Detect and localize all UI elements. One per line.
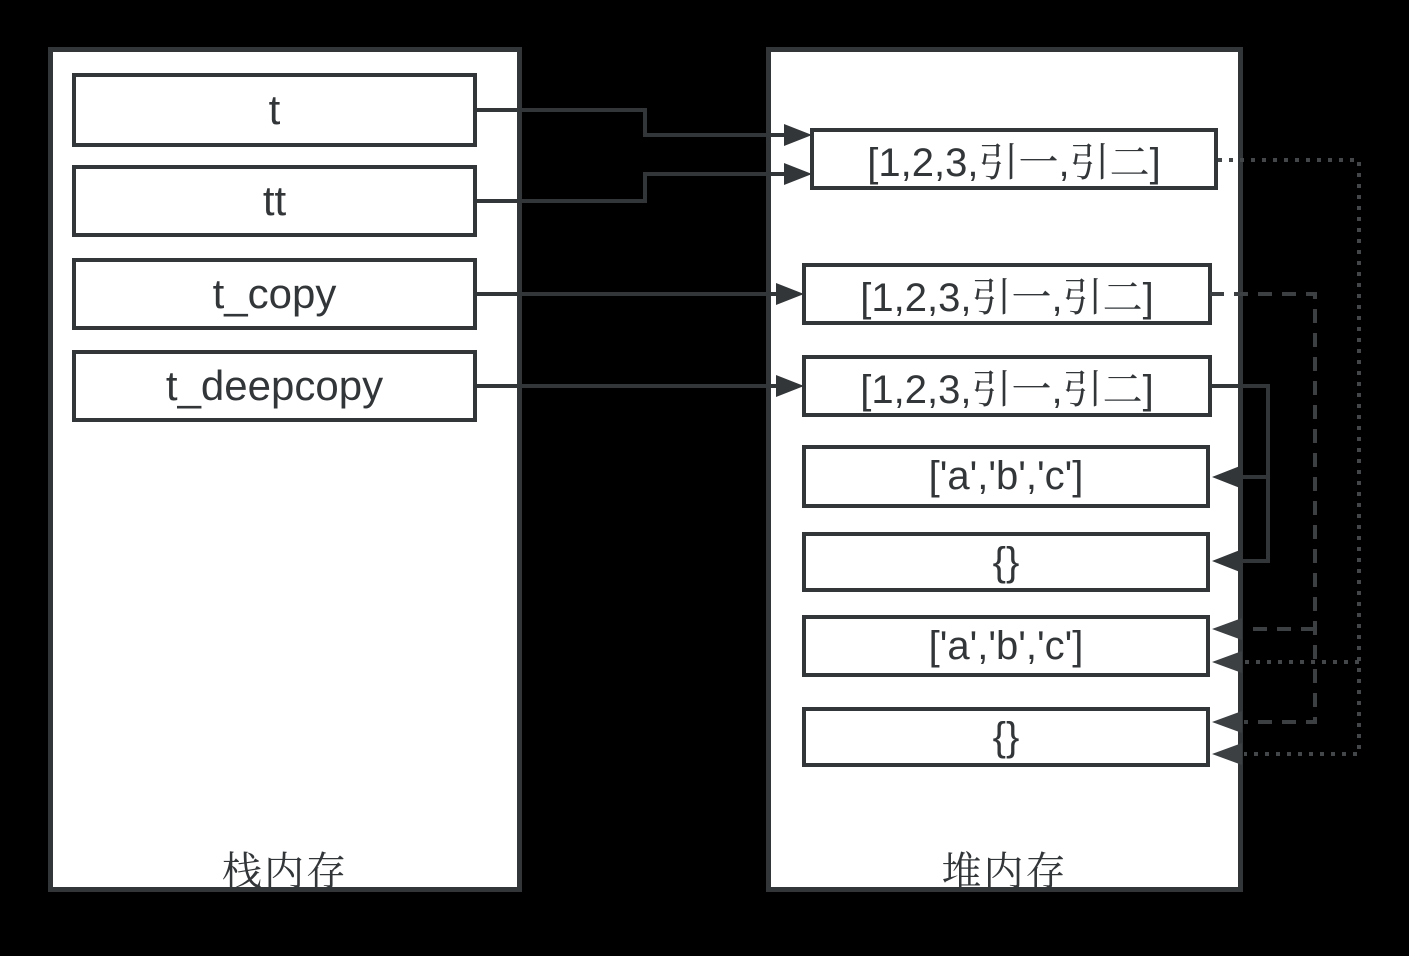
heap-object-box-dict-1 xyxy=(802,532,1210,592)
stack-var-box-tt xyxy=(72,165,477,237)
arrow-t-to-list1 xyxy=(477,110,812,146)
heap-object-label-abc-1: ['a','b','c'] xyxy=(928,454,1084,498)
stack-var-label-t-deepcopy: t_deepcopy xyxy=(165,362,384,409)
heap-object-label-dict-2: {} xyxy=(992,714,1020,759)
arrow-tt-to-list1 xyxy=(477,163,812,201)
stack-panel-label: 栈内存 xyxy=(222,850,348,894)
stack-var-label-t-copy: t_copy xyxy=(212,270,337,317)
heap-object-label-list-1: [1,2,3,引一,引二] xyxy=(867,140,1161,185)
stack-var-box-t xyxy=(72,73,477,147)
heap-object-box-list-2 xyxy=(802,263,1212,325)
heap-object-label-abc-2: ['a','b','c'] xyxy=(928,623,1084,668)
arrow-tdeepcopy-to-list3 xyxy=(477,375,804,397)
heap-panel-label: 堆内存 xyxy=(941,850,1068,894)
heap-object-box-list-3 xyxy=(802,355,1212,417)
heap-object-box-dict-2 xyxy=(802,707,1210,767)
heap-object-box-abc-2 xyxy=(802,615,1210,677)
heap-object-label-list-3: [1,2,3,引一,引二] xyxy=(860,367,1154,412)
stack-var-label-t: t xyxy=(268,86,281,133)
stack-var-box-t-copy xyxy=(72,258,477,330)
heap-object-box-abc-1 xyxy=(802,445,1210,508)
heap-object-label-dict-1: {} xyxy=(992,539,1020,584)
stack-var-label-tt: tt xyxy=(262,177,287,224)
heap-object-label-list-2: [1,2,3,引一,引二] xyxy=(860,275,1154,320)
heap-object-box-list-1 xyxy=(810,128,1218,190)
stack-var-box-t-deepcopy xyxy=(72,350,477,422)
arrow-tcopy-to-list2 xyxy=(477,283,804,305)
